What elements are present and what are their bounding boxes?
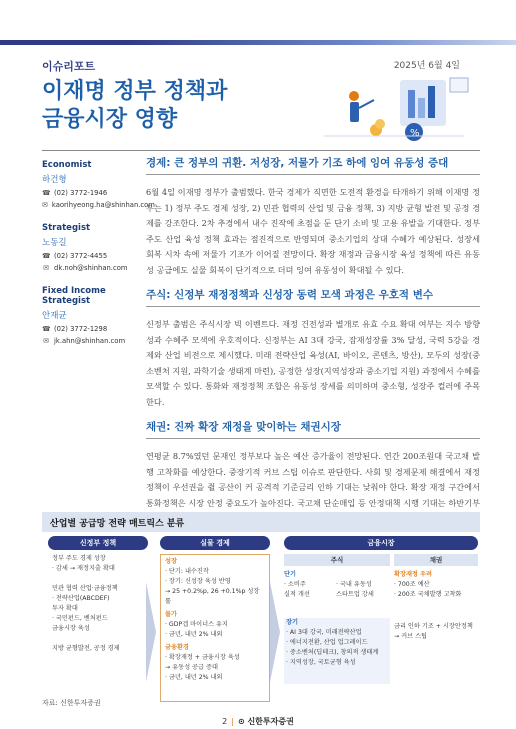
policy-line: 투자 확대	[52, 605, 78, 612]
section-heading-bond: 채권: 진짜 확장 재정을 맞이하는 채권시장	[146, 421, 341, 433]
policy-line: 지방 균형발전, 공정 경제	[52, 645, 120, 652]
bond-label: 확장재정 우려	[394, 571, 433, 578]
report-type: 이슈리포트	[42, 60, 96, 73]
author-role: Fixed Income Strategist	[42, 286, 106, 306]
author-phone: (02) 3772-1298	[54, 325, 108, 333]
growth-lines	[165, 567, 265, 607]
growth-label: 성장	[165, 558, 177, 565]
author-phone: (02) 3772-1946	[54, 189, 108, 197]
price-lines	[165, 620, 265, 640]
matrix-economy-body	[160, 554, 270, 702]
author-phone-row	[42, 252, 152, 260]
short-item: 실적 개선	[284, 591, 310, 598]
section-heading-economy: 경제: 큰 정부의 귀환. 저성장, 저물가 기조 하에 잉여 유동성 증대	[146, 157, 449, 169]
finance-line: · 금년, 내년 2% 내외	[165, 674, 223, 681]
long-label: 장기	[286, 619, 298, 626]
matrix-header-market: 금융시장	[284, 536, 478, 550]
short-item: · 소비주	[284, 581, 306, 588]
author-email-row	[42, 264, 152, 272]
phone-icon: ☎	[42, 325, 51, 333]
long-item: · AI 3대 강국, 미래전략산업	[286, 629, 362, 636]
price-line: · GDP갭 마이너스 유지	[165, 621, 228, 628]
policy-line	[52, 574, 148, 584]
page-title	[42, 78, 227, 134]
author-role: Economist	[42, 160, 92, 170]
matrix-col-policy	[48, 536, 148, 652]
policy-line: · 전략산업(ABCDEF)	[52, 595, 110, 602]
long-item: · 지역성장, 국토균형 육성	[286, 659, 356, 666]
growth-line: · 단기: 내수진작	[165, 568, 209, 575]
phone-icon: ☎	[42, 189, 51, 197]
sub-header-stock: 주식	[284, 554, 390, 566]
author-role: Strategist	[42, 223, 91, 233]
author-name: 하건형	[42, 175, 67, 185]
author-email[interactable]: kaorihyeong.ha@shinhan.com	[51, 201, 155, 209]
phone-icon: ☎	[42, 252, 51, 260]
author-name: 노동길	[42, 238, 67, 248]
policy-lines	[52, 554, 148, 654]
source-note: 자료: 신한투자증권	[42, 699, 101, 707]
short-item: 스타트업 강세	[336, 591, 374, 598]
long-lines	[284, 628, 390, 668]
matrix-header-policy: 신정부 정책	[48, 536, 148, 550]
page-number: 2	[222, 717, 228, 726]
footer-separator: |	[231, 717, 234, 726]
bond-item: · 700조 예산	[394, 581, 430, 588]
policy-line: · 감세 → 재정지출 확대	[52, 565, 115, 572]
author-block	[42, 160, 155, 209]
title-line-2: 금융시장 영향	[42, 107, 178, 132]
bond-lines	[394, 580, 478, 600]
policy-line	[52, 634, 148, 644]
bond-block	[394, 570, 478, 642]
arrow-icon	[270, 582, 282, 682]
bond-bottom-item: 금리 인하 기조 + 시장안정책	[394, 623, 473, 630]
author-email[interactable]: dk.noh@shinhan.com	[54, 264, 128, 272]
stock-long	[284, 618, 390, 684]
bond-bottom-item: → 커브 스팁	[394, 633, 428, 640]
short-label: 단기	[284, 571, 296, 578]
policy-line: · 국민펀드, 벤처펀드	[52, 615, 108, 622]
author-email-row	[42, 201, 155, 209]
author-block	[42, 223, 152, 272]
sub-header-bond: 채권	[394, 554, 478, 566]
stock-short	[284, 570, 390, 600]
section-heading-stock: 주식: 신정부 재정정책과 신성장 동력 모색 과정은 우호적 변수	[146, 289, 434, 301]
short-items	[284, 580, 390, 600]
growth-line: · 장기: 신성장 육성 반영	[165, 578, 231, 585]
finance-line: · 확장재정 + 금융시장 육성	[165, 654, 240, 661]
section-body-stock: 신정부 출범은 주식시장 빅 이벤트다. 재정 건전성과 별개로 유효 수요 확대 여부는 지수 방향성과 수혜주 모색에 우호적이다. 신정부는 AI 3대 강국, 잠재성장률 3% 달성, 국력 5강을 경제와 산업 비전으로 제시했다. 미래 전략산업 육성(AI, 바이오, 콘텐츠, 방산), 모두의 성장(중소벤처 지원, 과학기술 생태계 마련), 공정한 성장(지역성장과 중소기업 지원) 과정에서 수혜를 모색할 수 있다. 통화와 재정정책 조합은 유동성 장세를 의미하며 중소형, 성장주 컬러에 주목한다.	[146, 319, 480, 407]
author-block	[42, 286, 152, 345]
finance-line: → 유동성 공급 증대	[165, 664, 218, 671]
mail-icon: ✉	[42, 201, 48, 209]
mail-icon: ✉	[43, 264, 49, 272]
section-divider	[146, 438, 480, 439]
policy-line: 정부 주도 경제 성장	[52, 555, 106, 562]
matrix-policy-body	[52, 554, 148, 654]
policy-line: 민관 협력 산업·금융정책	[52, 585, 118, 592]
author-phone-row	[42, 189, 152, 197]
brand-logo: ⊙ 신한투자증권	[237, 717, 294, 726]
matrix-col-market	[284, 536, 478, 666]
page-footer	[0, 716, 516, 727]
mail-icon: ✉	[43, 337, 49, 345]
price-line: · 금년, 내년 2% 내외	[165, 631, 223, 638]
author-phone-row	[42, 325, 152, 333]
matrix-col-economy	[160, 536, 270, 681]
growth-line: → 25 +0.2%p, 26 +0.1%p 성장률	[165, 588, 260, 605]
price-label: 물가	[165, 611, 177, 618]
report-date: 2025년 6월 4일	[393, 61, 460, 71]
svg-text:%: %	[410, 128, 420, 139]
section-body-economy: 6월 4일 이재명 정부가 출범했다. 한국 경제가 직면한 도전적 환경을 타개하기 위해 이재명 정부는 1) 정부 주도 경제 성장, 2) 민관 협력의 산업 및 금융 정책, 3) 지방 균형 발전 및 공정 경제를 강조한다. 2차 추경에서 내수 진작에 초점을 둔 단기 소비 및 고용 유발을 기대한다. 정부 주도 산업 육성 정책 효과는 점진적으로 반영되며 중소기업의 상대 수혜가 예상된다. 성장세 회복 시차 속에 저물가 기조가 이어질 전망이다. 확장 재정과 금융시장 육성 정책에 따른 유동성 공급에도 실물 회복이 단기적으로 더뎌 잉여 유동성이 확대될 수 있다.	[146, 187, 480, 275]
main-content	[146, 154, 480, 535]
short-item: · 국내 유동성	[336, 581, 372, 588]
finance-label: 금융환경	[165, 644, 189, 651]
author-name: 안재균	[42, 311, 67, 321]
title-line-1: 이재명 정부 정책과	[42, 79, 228, 104]
long-item: · 중소벤처(딥테크), 창의적 생태계	[286, 649, 379, 656]
author-sidebar	[42, 160, 155, 359]
arrow-icon	[146, 582, 158, 682]
author-phone: (02) 3772-4455	[54, 252, 108, 260]
section-body-bond: 연평균 8.7%였던 문재인 정부보다 높은 예산 증가율이 전망된다. 연간 200조원대 국고채 발행 고착화를 예상한다. 중장기적 커브 스팁 이슈로 판단한다. 사회 및 경제문제 해결에서 재정정책이 우선권을 쥘 공산이 커 공격적 기준금리 인하 기대는 낮춰야 한다. 확장 재정 구간에서 통화정책은 시장 안정 중요도가 높아진다. 국고채 단순매입 등 안정대책 시행 기대는 하반기부	[146, 451, 480, 508]
header-divider	[42, 150, 480, 151]
header-bar	[0, 40, 516, 45]
matrix-header-economy: 실물 경제	[160, 536, 270, 550]
strategy-matrix	[42, 512, 480, 720]
section-divider	[146, 306, 480, 307]
short-items-b	[336, 580, 390, 600]
bond-bottom	[394, 622, 478, 642]
matrix-title-bar	[42, 512, 480, 532]
brand-name: 신한투자증권	[247, 717, 294, 726]
bond-item: · 200조 국채발행 고착화	[394, 591, 462, 598]
header-bar-accent	[126, 40, 516, 45]
finance-illustration	[314, 70, 474, 146]
short-items-a	[284, 580, 332, 600]
section-divider	[146, 174, 480, 175]
finance-lines	[165, 653, 265, 683]
long-item: · 에너지전환, 산업 업그레이드	[286, 639, 368, 646]
author-email-row	[42, 337, 152, 345]
author-email[interactable]: jk.ahn@shinhan.com	[54, 337, 126, 345]
matrix-title: 산업별 공급망 전략 매트릭스 분류	[50, 519, 185, 529]
policy-line: 금융시장 육성	[52, 625, 90, 632]
